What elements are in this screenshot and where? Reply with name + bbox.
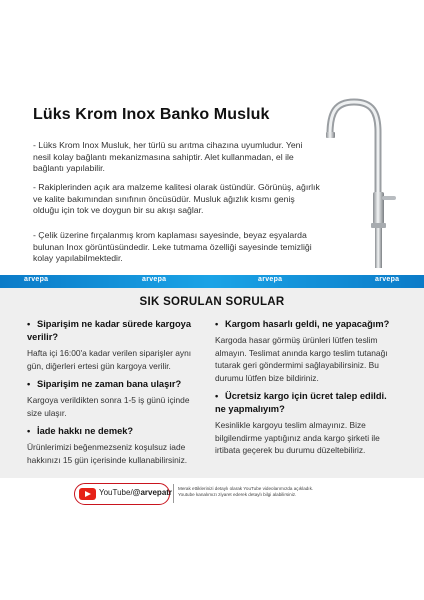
youtube-channel-label: YouTube/@arvepatr <box>99 488 173 497</box>
faq-question: • Siparişim ne zaman bana ulaşır? <box>27 379 182 389</box>
faq-question: • Kargom hasarlı geldi, ne yapacağım? <box>215 319 390 329</box>
footer-divider <box>173 484 174 503</box>
product-description-2: - Rakiplerinden açık ara malzeme kalitesi olarak üstündür. Görünüş, ağırlık ve kalite bakımından sınıfının öncüsüdür. Musluk ağızlık kısmı geniş olduğu için tok ve doygun bir su akışı sağlar. <box>33 182 320 216</box>
faucet-image <box>318 92 408 272</box>
product-description-3: - Çelik üzerine fırçalanmış krom kaplaması sayesinde, beyaz eşyalarda bulunan Inox görüntüsündedir. Leke tutmama özelliği sayesinde temizliği kolay yapılabilmektedir. <box>33 230 312 264</box>
product-description-1: - Lüks Krom Inox Musluk, her türlü su arıtma cihazına uyumludur. Yeni nesil kolay bağlantı mekanizmasına sahiptir. Alet kullanmadan, el ile bağlantı yapılabilir. <box>33 140 303 174</box>
top-blank-area <box>0 0 424 86</box>
youtube-badge[interactable] <box>74 483 173 505</box>
brand-label: arvepa <box>375 276 400 283</box>
faq-answer: Kesinlikle kargoyu teslim almayınız. Bize bilgilendirme yaptığınız anda kargo şirketi ile irtibata geçerek bu durumu düzeltebiliriz. <box>215 420 380 455</box>
youtube-icon <box>79 488 96 500</box>
faq-question: • Ücretsiz kargo için ücret talep edildi. ne yapmalıyım? <box>215 391 387 414</box>
brand-label: arvepa <box>258 276 283 283</box>
product-title: Lüks Krom Inox Banko Musluk <box>33 106 270 123</box>
faq-answer: Hafta içi 16:00'a kadar verilen siparişler aynı gün, diğerleri ertesi gün kargoya verilir. <box>27 348 192 371</box>
faq-answer: Kargoya verildikten sonra 1-5 iş günü içinde size ulaşır. <box>27 395 190 418</box>
faq-answer: Kargoda hasar görmüş ürünleri lütfen teslim almayın. Teslimat anında kargo teslim tutanağı tutarak geri göndermimi sağlayabilirsiniz. Bu durumu lütfen bize bildiriniz. <box>215 335 388 383</box>
brand-label: arvepa <box>24 276 49 283</box>
faq-answer: Ürünlerimizi beğenmezseniz koşulsuz iade hakkınızı 15 gün içerisinde kullanabilirsiniz. <box>27 442 188 465</box>
faq-question: • İade hakkı ne demek? <box>27 426 134 436</box>
youtube-note: Merak ettiklerinizi detaylı olarak YouTube videolarımızda açıkladık. Youtube kanalımızı ziyaret ederek detaylı bilgi alabilirsiniz. <box>178 486 314 498</box>
brand-stripe <box>0 275 424 288</box>
faq-right-column <box>215 318 400 463</box>
brand-label: arvepa <box>142 276 167 283</box>
faq-question: • Siparişim ne kadar sürede kargoya verilir? <box>27 319 191 342</box>
faq-title: SIK SORULAN SORULAR <box>139 296 285 308</box>
faq-left-column <box>27 318 205 472</box>
